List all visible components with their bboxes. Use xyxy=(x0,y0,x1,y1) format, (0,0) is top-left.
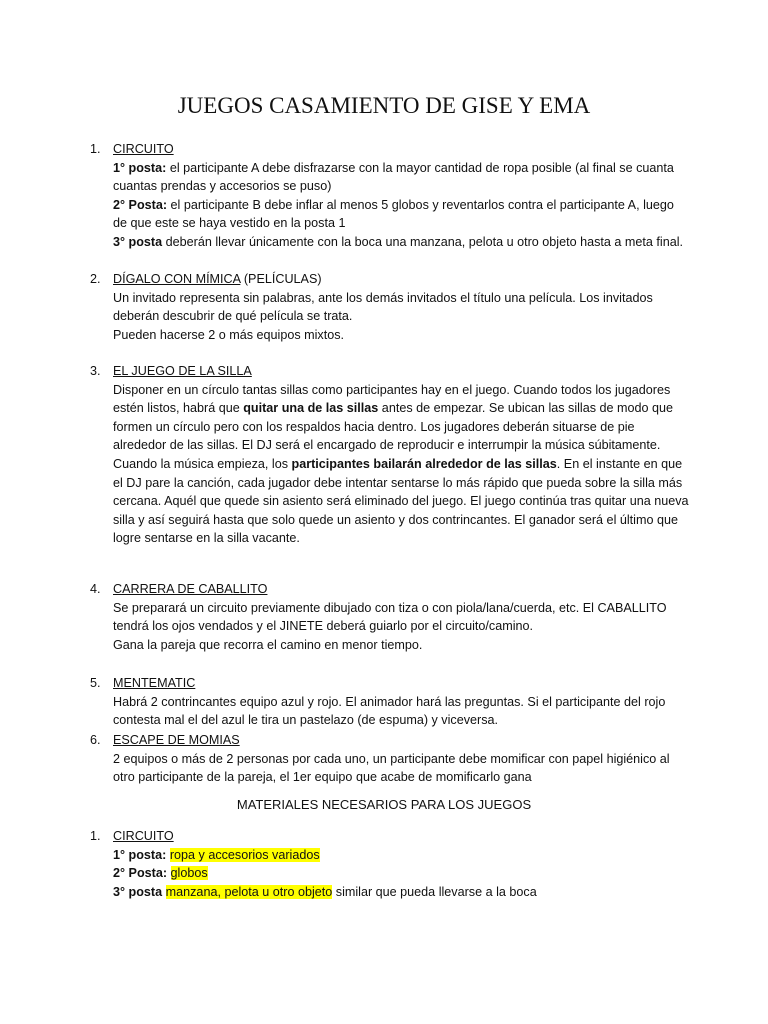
materials-item-1 xyxy=(113,846,690,865)
list-number: 5. xyxy=(90,676,101,690)
posta-label: 2° Posta: xyxy=(113,866,168,881)
posta-label: 1° posta: xyxy=(113,847,167,862)
game-escape-de-momias xyxy=(90,731,690,787)
game-description: 2 equipos o más de 2 personas por cada uno, un participante debe momificar con papel higiénico al otro participante de la pareja, el 1er equipo que acabe de momificarlo gana xyxy=(113,751,670,785)
game-heading: MENTEMATIC xyxy=(113,676,196,690)
list-number: 3. xyxy=(90,364,101,378)
circuito-posta-2 xyxy=(113,196,690,233)
game-heading-row xyxy=(113,270,690,289)
circuito-posta-3 xyxy=(113,233,690,252)
posta-label: 3° posta xyxy=(113,234,163,249)
game-heading: DÍGALO CON MÍMICA xyxy=(113,272,241,286)
game-heading: EL JUEGO DE LA SILLA xyxy=(113,364,252,378)
materials-title: MATERIALES NECESARIOS PARA LOS JUEGOS xyxy=(236,797,532,812)
game-digalo-con-mimica xyxy=(90,270,690,344)
posta-text: el participante B debe inflar al menos 5 globos y reventarlos contra el participante A, luego de que este se haya vestido en la posta 1 xyxy=(113,197,674,231)
list-number: 2. xyxy=(90,272,101,286)
materials-heading: CIRCUITO xyxy=(113,829,174,843)
game-juego-de-la-silla xyxy=(90,362,690,548)
posta-text: el participante A debe disfrazarse con la mayor cantidad de ropa posible (al final se cuanta cuantas prendas y accesorios se puso) xyxy=(113,160,674,194)
highlighted-material: manzana, pelota u otro objeto xyxy=(165,884,333,899)
text-run: Disponer en un círculo tantas sillas como participantes hay en el juego. Cuando todos los jugadores estén listos, habrá que xyxy=(113,382,671,416)
game-description xyxy=(113,381,690,548)
highlighted-material: globos xyxy=(170,866,208,881)
materials-item-3 xyxy=(113,883,690,902)
list-number: 1. xyxy=(90,142,101,156)
text-run: antes de empezar. Se ubican las sillas de modo que formen un círculo pero con los respaldos hacia dentro. Los jugadores deberán situarse de pie alrededor de las sillas. El DJ será el encargado de reproducir e interrumpir la música súbitamente. Cuando la música empieza, los xyxy=(113,401,674,471)
list-number: 1. xyxy=(90,829,101,843)
game-heading: CARRERA DE CABALLITO xyxy=(113,582,268,596)
materials-item-2 xyxy=(113,864,690,883)
bold-run: quitar una de las sillas xyxy=(243,401,379,416)
game-description: Se preparará un circuito previamente dibujado con tiza o con piola/lana/cuerda, etc. El CABALLITO tendrá los ojos vendados y el JINETE deberá guiarlo por el circuito/camino. xyxy=(113,600,667,634)
game-heading: ESCAPE DE MOMIAS xyxy=(113,733,240,747)
highlighted-material: ropa y accesorios variados xyxy=(169,847,320,862)
posta-label: 1° posta: xyxy=(113,160,167,175)
game-heading: CIRCUITO xyxy=(113,142,174,156)
posta-label: 2° Posta: xyxy=(113,197,168,212)
game-note: Gana la pareja que recorra el camino en menor tiempo. xyxy=(113,637,423,652)
text-run: . En el instante en que el DJ pare la canción, cada jugador debe intentar sentarse lo más rápido que pueda sobre la silla más cercana. Aquél que quede sin asiento será eliminado del juego. El juego continúa tras quitar una nueva silla y así seguirá hasta que solo quede un asiento y dos contrincantes. El ganador será el último que logre sentarse en la silla vacante. xyxy=(113,456,689,546)
list-number: 4. xyxy=(90,582,101,596)
bold-run: participantes bailarán alrededor de las sillas xyxy=(291,456,557,471)
game-carrera-de-caballito xyxy=(90,580,690,654)
game-description: Habrá 2 contrincantes equipo azul y rojo. El animador hará las preguntas. Si el participante del rojo contesta mal el del azul le tira un pastelazo (de espuma) y viceversa. xyxy=(113,694,666,728)
game-heading-extra: (PELÍCULAS) xyxy=(240,272,322,286)
game-circuito xyxy=(90,140,690,252)
materials-circuito xyxy=(90,827,690,901)
material-rest: similar que pueda llevarse a la boca xyxy=(332,884,537,899)
game-mentematic xyxy=(90,674,690,730)
page-title: JUEGOS CASAMIENTO DE GISE Y EMA xyxy=(177,93,591,118)
circuito-posta-1 xyxy=(113,159,690,196)
posta-label: 3° posta xyxy=(113,884,163,899)
list-number: 6. xyxy=(90,733,101,747)
game-description: Un invitado representa sin palabras, ante los demás invitados el título una película. Los invitados deberán descubrir de qué película se trata. xyxy=(113,290,653,324)
game-note: Pueden hacerse 2 o más equipos mixtos. xyxy=(113,327,345,342)
posta-text: deberán llevar únicamente con la boca una manzana, pelota u otro objeto hasta a meta final. xyxy=(162,234,684,249)
